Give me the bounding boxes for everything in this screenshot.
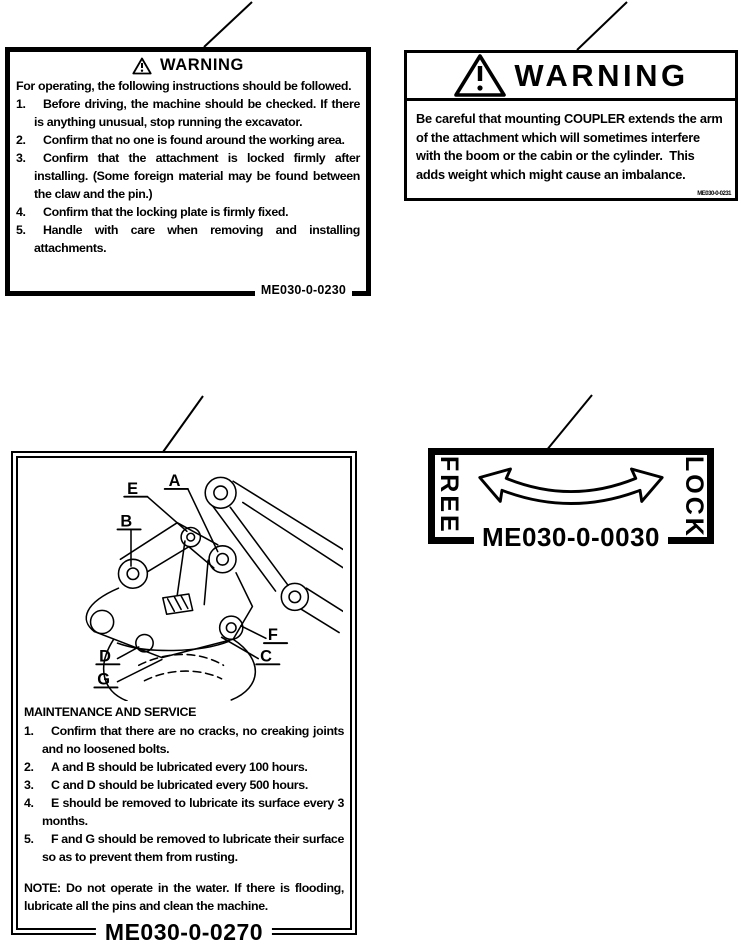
lock-label: LOCK: [680, 456, 708, 539]
list-text: Confirm that the attachment is locked firmly after installing. (Some foreign material may be found between the claw and the pin.): [34, 151, 360, 201]
operating-instructions-list: [16, 95, 360, 257]
free-lock-decal: [428, 448, 714, 552]
part-number-small: ME030-0-0231: [697, 191, 731, 197]
list-number: 3.: [16, 151, 26, 165]
list-text: Before driving, the machine should be checked. If there is anything unusual, stop running the excavator.: [34, 97, 360, 129]
list-number: 4.: [24, 796, 34, 810]
operating-warning-decal: [5, 47, 371, 296]
part-number-badge: ME030-0-0270: [96, 920, 272, 944]
list-item: [24, 722, 344, 758]
warning-header: [16, 56, 360, 75]
diagram-point-c: C: [260, 647, 272, 666]
diagram-point-a: A: [168, 472, 181, 491]
list-text: C and D should be lubricated every 500 hours.: [51, 778, 308, 792]
list-item: [24, 758, 344, 776]
list-number: 1.: [16, 97, 26, 111]
list-text: Confirm that the locking plate is firmly fixed.: [43, 205, 289, 219]
coupler-warning-text: Be careful that mounting COUPLER extends the arm of the attachment which will sometimes interfere with the boom or the cabin or the cylinder. This adds weight which might cause an imbalance.: [416, 111, 726, 182]
list-number: 2.: [16, 133, 26, 147]
operating-intro: For operating, the following instructions should be followed.: [16, 79, 352, 93]
coupler-warning-decal: [404, 50, 738, 201]
coupler-diagram: [25, 460, 343, 701]
list-text: Confirm that no one is found around the working area.: [43, 133, 345, 147]
warning-triangle-icon: [453, 53, 511, 98]
diagram-point-e: E: [127, 479, 139, 498]
list-number: 2.: [24, 760, 34, 774]
part-number-badge: ME030-0-0230: [255, 283, 352, 297]
warning-title: WARNING: [514, 57, 689, 93]
warning-title: WARNING: [160, 56, 244, 74]
free-label: FREE: [435, 456, 463, 535]
leader-line-operating-warning: [204, 2, 252, 47]
maintenance-decal: [11, 451, 357, 945]
list-number: 3.: [24, 778, 34, 792]
list-item: [16, 149, 360, 203]
list-number: 5.: [24, 832, 34, 846]
leader-line-free-lock: [546, 395, 592, 451]
list-item: [24, 830, 344, 866]
leader-line-maintenance: [163, 396, 203, 452]
maintenance-list: [24, 722, 344, 866]
list-number: 5.: [16, 223, 26, 237]
list-number: 4.: [16, 205, 26, 219]
list-text: F and G should be removed to lubricate their surface so as to prevent them from rusting.: [42, 832, 345, 864]
diagram-point-f: F: [267, 626, 278, 645]
list-item: [16, 95, 360, 131]
list-text: Confirm that there are no cracks, no creaking joints and no loosened bolts.: [42, 724, 344, 756]
list-number: 1.: [24, 724, 34, 738]
list-text: A and B should be lubricated every 100 hours.: [51, 760, 308, 774]
list-item: [16, 221, 360, 257]
list-item: [24, 776, 344, 794]
warning-triangle-icon: [132, 57, 152, 75]
maintenance-inner-frame: [16, 456, 352, 930]
maintenance-heading: MAINTENANCE AND SERVICE: [24, 705, 197, 719]
leader-line-coupler-warning: [577, 2, 627, 50]
diagram-point-g: G: [97, 670, 111, 689]
list-text: Handle with care when removing and installing attachments.: [34, 223, 360, 255]
warning-header: [407, 53, 735, 101]
list-item: [16, 203, 360, 221]
diagram-point-b: B: [120, 512, 133, 531]
list-text: E should be removed to lubricate its surface every 3 months.: [42, 796, 344, 828]
list-item: [16, 131, 360, 149]
curved-double-arrow-icon: [473, 461, 669, 523]
part-number-badge: ME030-0-0030: [474, 524, 668, 551]
maintenance-note: NOTE: Do not operate in the water. If there is flooding, lubricate all the pins and clean the machine.: [24, 881, 344, 913]
diagram-point-d: D: [99, 647, 112, 666]
list-item: [24, 794, 344, 830]
